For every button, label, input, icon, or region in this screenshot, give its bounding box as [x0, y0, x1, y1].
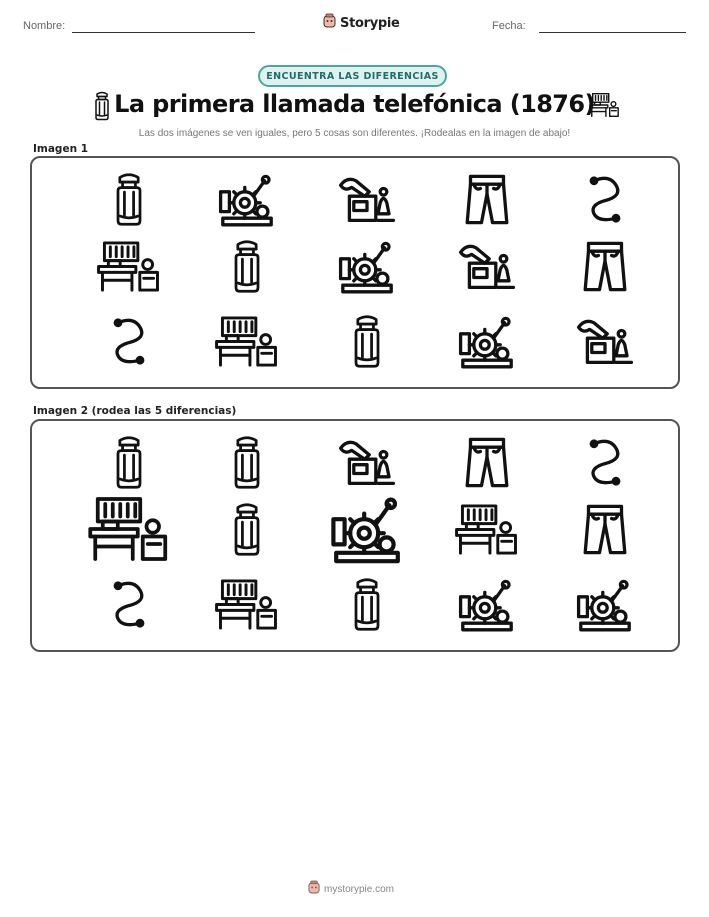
image2-cell-r2c4[interactable]	[442, 502, 532, 557]
image1-cell-r2c3	[322, 239, 412, 294]
jar-icon	[322, 314, 412, 369]
page-title: La primera llamada telefónica (1876)	[114, 90, 595, 118]
brand-name: Storypie	[340, 15, 400, 31]
image2-cell-r1c3[interactable]	[322, 435, 412, 490]
image2-cell-r3c5[interactable]	[560, 577, 650, 632]
wire-icon	[560, 172, 650, 227]
date-line[interactable]	[539, 32, 686, 33]
image2-cell-r2c3[interactable]	[312, 494, 422, 564]
gramophone-icon	[322, 172, 412, 227]
jar-icon	[202, 435, 292, 490]
jar-icon	[322, 577, 412, 632]
image1-label: Imagen 1	[33, 143, 89, 155]
image2-cell-r2c5[interactable]	[560, 502, 650, 557]
image1-cell-r3c4	[442, 314, 532, 369]
image1-cell-r3c3	[322, 314, 412, 369]
image1-cell-r2c5	[560, 239, 650, 294]
image2-cell-r1c4[interactable]	[442, 435, 532, 490]
image1-cell-r3c5	[560, 314, 650, 369]
gramophone-icon	[322, 435, 412, 490]
name-line[interactable]	[72, 32, 255, 33]
jar-icon	[84, 435, 174, 490]
jar-icon	[84, 172, 174, 227]
storypie-mascot-icon	[308, 880, 320, 899]
image1-cell-r2c1	[84, 239, 174, 294]
pants-icon	[442, 435, 532, 490]
image2-cell-r2c1[interactable]	[74, 494, 184, 564]
image2-cell-r3c4[interactable]	[442, 577, 532, 632]
image1-cell-r1c3	[322, 172, 412, 227]
name-label: Nombre:	[23, 20, 66, 32]
workshop-icon	[588, 90, 621, 120]
gramophone-icon	[560, 314, 650, 369]
machine-icon	[202, 172, 292, 227]
footer-url: mystorypie.com	[324, 884, 395, 895]
footer	[308, 880, 394, 899]
image1-cell-r1c5	[560, 172, 650, 227]
image2-cell-r2c2[interactable]	[202, 502, 292, 557]
wire-icon	[84, 314, 174, 369]
workshop-icon	[202, 577, 292, 632]
image2-cell-r3c2[interactable]	[202, 577, 292, 632]
wire-icon	[560, 435, 650, 490]
pants-icon	[560, 502, 650, 557]
image2-label: Imagen 2 (rodea las 5 diferencias)	[33, 405, 237, 417]
image1-cell-r1c2	[202, 172, 292, 227]
pants-icon	[442, 172, 532, 227]
date-label: Fecha:	[492, 20, 526, 32]
image1-cell-r1c4	[442, 172, 532, 227]
image2-cell-r1c5[interactable]	[560, 435, 650, 490]
gramophone-icon	[442, 239, 532, 294]
image1-panel	[30, 156, 680, 389]
image1-cell-r2c4	[442, 239, 532, 294]
workshop-icon	[74, 494, 184, 564]
machine-icon	[560, 577, 650, 632]
workshop-icon	[84, 239, 174, 294]
machine-icon	[322, 239, 412, 294]
brand-logo	[323, 13, 400, 33]
image2-panel[interactable]	[30, 419, 680, 652]
image1-cell-r3c2	[202, 314, 292, 369]
machine-icon	[442, 314, 532, 369]
wire-icon	[84, 577, 174, 632]
image2-cell-r1c1[interactable]	[84, 435, 174, 490]
machine-icon	[312, 494, 422, 564]
image2-cell-r3c1[interactable]	[84, 577, 174, 632]
image2-cell-r1c2[interactable]	[202, 435, 292, 490]
storypie-mascot-icon	[323, 13, 336, 33]
pants-icon	[560, 239, 650, 294]
activity-badge: ENCUENTRA LAS DIFERENCIAS	[258, 65, 447, 87]
jar-icon	[202, 502, 292, 557]
image1-cell-r2c2	[202, 239, 292, 294]
image1-cell-r1c1	[84, 172, 174, 227]
workshop-icon	[202, 314, 292, 369]
workshop-icon	[442, 502, 532, 557]
image2-cell-r3c3[interactable]	[322, 577, 412, 632]
image1-cell-r3c1	[84, 314, 174, 369]
machine-icon	[442, 577, 532, 632]
jar-icon	[202, 239, 292, 294]
instructions: Las dos imágenes se ven iguales, pero 5 cosas son diferentes. ¡Rodealas en la imagen de abajo!	[138, 128, 571, 139]
title-row	[0, 88, 709, 128]
